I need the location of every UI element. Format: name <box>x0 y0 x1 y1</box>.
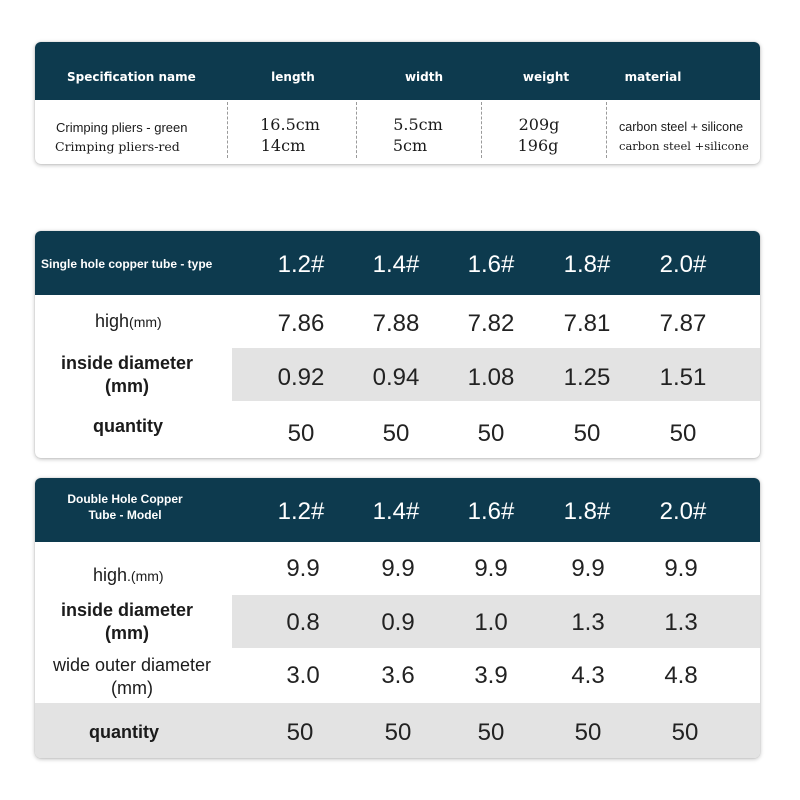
double-title-line2: Tube - Model <box>88 508 162 522</box>
size-label: 1.6# <box>467 498 515 525</box>
row-label-unit: (mm) <box>105 623 149 643</box>
cell-value: 50 <box>384 719 412 746</box>
cell-value: 7.86 <box>277 310 325 337</box>
spec-row-name: Crimping pliers - green <box>56 120 188 135</box>
spec-row-weight: 209g <box>518 115 560 134</box>
double-header-row <box>35 478 760 542</box>
cell-value: 1.3 <box>571 609 605 636</box>
cell-value: 3.0 <box>286 662 320 689</box>
row-label: quantity <box>93 416 163 436</box>
cell-value: 7.87 <box>659 310 707 337</box>
row-unit: .(mm) <box>127 568 164 584</box>
cell-value: 0.92 <box>277 364 325 391</box>
table-row <box>35 348 760 401</box>
double-title-line1: Double Hole Copper <box>67 492 183 506</box>
cell-value: 1.51 <box>659 364 707 391</box>
table-row <box>35 401 760 458</box>
column-divider <box>606 102 607 158</box>
size-label: 1.4# <box>372 498 420 525</box>
cell-value: 0.9 <box>381 609 415 636</box>
cell-value: 7.82 <box>467 310 515 337</box>
size-label: 1.8# <box>563 498 611 525</box>
cell-value: 3.9 <box>474 662 508 689</box>
spec-row-length: 16.5cm <box>260 115 320 134</box>
cell-value: 50 <box>286 719 314 746</box>
spec-row-name: Crimping pliers-red <box>55 139 180 154</box>
cell-value: 50 <box>671 719 699 746</box>
cell-value: 1.25 <box>563 364 611 391</box>
spec-row-weight: 196g <box>517 136 559 155</box>
size-label: 2.0# <box>659 498 707 525</box>
row-label: inside diameter <box>60 600 194 620</box>
table-row <box>35 595 760 648</box>
size-label: 1.4# <box>372 251 420 278</box>
table-row <box>35 703 760 758</box>
spec-row-material: carbon steel +silicone <box>619 139 749 153</box>
spec-header-length: length <box>271 70 315 84</box>
spec-header-name: Specification name <box>67 70 196 84</box>
cell-value: 50 <box>477 420 505 447</box>
cell-value: 9.9 <box>474 555 508 582</box>
cell-value: 9.9 <box>381 555 415 582</box>
cell-value: 7.88 <box>372 310 420 337</box>
size-label: 1.6# <box>467 251 515 278</box>
row-unit: (mm) <box>129 314 162 330</box>
cell-value: 4.3 <box>571 662 605 689</box>
cell-value: 1.08 <box>467 364 515 391</box>
table-row <box>35 295 760 348</box>
row-label: inside diameter <box>60 353 194 373</box>
size-label: 1.8# <box>563 251 611 278</box>
column-divider <box>481 102 482 158</box>
cell-value: 9.9 <box>571 555 605 582</box>
cell-value: 50 <box>382 420 410 447</box>
spec-header-material: material <box>624 70 682 84</box>
spec-header-row <box>35 42 760 100</box>
spec-row-length: 14cm <box>260 136 306 155</box>
row-label: quantity <box>89 722 159 742</box>
row-label: high(mm) <box>95 311 162 331</box>
table-row <box>35 542 760 595</box>
row-label-unit: (mm) <box>111 678 153 698</box>
size-label: 1.2# <box>277 498 325 525</box>
table-row <box>35 648 760 703</box>
cell-value: 0.8 <box>286 609 320 636</box>
size-label: 2.0# <box>659 251 707 278</box>
row-label-unit: (mm) <box>105 376 149 396</box>
spec-header-width: width <box>404 70 444 84</box>
column-divider <box>227 102 228 158</box>
row-label: wide outer diameter <box>52 655 212 675</box>
specification-table <box>35 42 760 164</box>
single-title: Single hole copper tube - type <box>41 257 213 271</box>
cell-value: 3.6 <box>381 662 415 689</box>
spec-header-weight: weight <box>522 70 570 84</box>
cell-value: 50 <box>573 420 601 447</box>
cell-value: 9.9 <box>664 555 698 582</box>
column-divider <box>356 102 357 158</box>
cell-value: 9.9 <box>286 555 320 582</box>
spec-row-width: 5.5cm <box>393 115 443 134</box>
spec-row-material: carbon steel + silicone <box>619 120 744 134</box>
single-header-row <box>35 231 760 295</box>
spec-row-width: 5cm <box>392 136 428 155</box>
cell-value: 1.3 <box>664 609 698 636</box>
cell-value: 50 <box>477 719 505 746</box>
cell-value: 7.81 <box>563 310 611 337</box>
cell-value: 1.0 <box>474 609 508 636</box>
cell-value: 50 <box>287 420 315 447</box>
row-label: high.(mm) <box>93 565 164 585</box>
cell-value: 0.94 <box>372 364 420 391</box>
single-hole-table <box>35 231 760 458</box>
cell-value: 4.8 <box>664 662 698 689</box>
cell-value: 50 <box>669 420 697 447</box>
size-label: 1.2# <box>277 251 325 278</box>
cell-value: 50 <box>574 719 602 746</box>
double-hole-table <box>35 478 760 758</box>
